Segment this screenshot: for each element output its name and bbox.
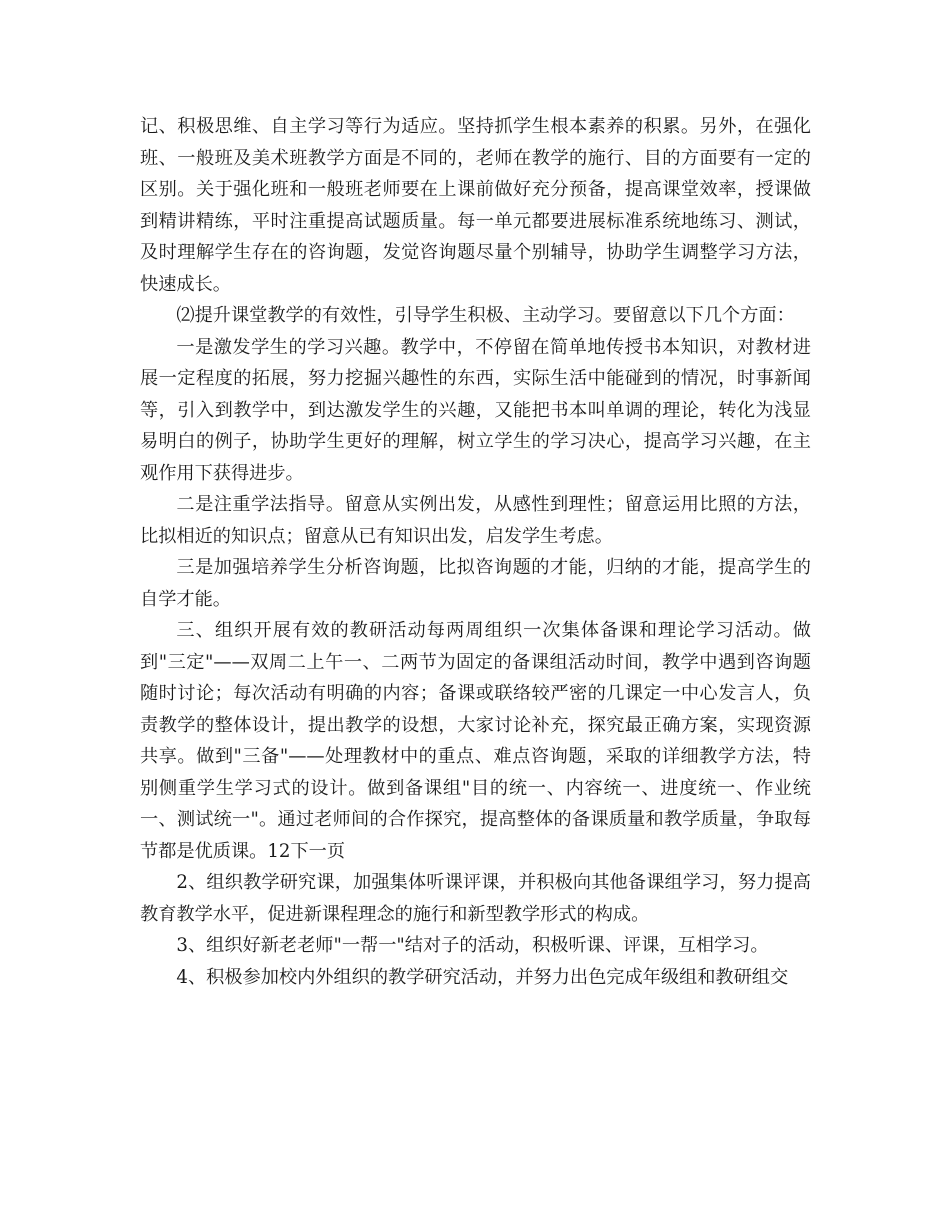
- document-body: [140, 111, 811, 993]
- paragraph-research-activities: 4、积极参加校内外组织的教学研究活动，并努力出色完成年级组和教研组交: [176, 966, 789, 988]
- paragraph-interest: 一是激发学生的学习兴趣。教学中，不停留在简单地传授书本知识，对教材进展一定程度的拓展，努力挖掘兴趣性的东西，实际生活中能碰到的情况，时事新闻等，引入到教学中，到达激发学生的兴趣，又能把书本叫单调的理论，转化为浅显易明白的例子，协助学生更好的理解，树立学生的学习决心，提高学习兴趣，在主观作用下获得进步。: [140, 336, 811, 484]
- paragraph-mentoring: 3、组织好新老老师"一帮一"结对子的活动，积极听课、评课，互相学习。: [176, 935, 769, 956]
- paragraph-study-method: 二是注重学法指导。留意从实例出发，从感性到理性；留意运用比照的方法，比拟相近的知识点；留意从已有知识出发，启发学生考虑。: [140, 494, 811, 547]
- paragraph-teaching-research: 三、组织开展有效的教研活动每两周组织一次集体备课和理论学习活动。做到"三定"——双周二上午一、二两节为固定的备课组活动时间，教学中遇到咨询题随时讨论；每次活动有明确的内容；备课或联络较严密的几课定一中心发言人，负责教学的整体设计，提出教学的设想，大家讨论补充，探究最正确方案，实现资源共享。做到"三备"——处理教材中的重点、难点咨询题，采取的详细教学方法，特别侧重学生学习式的设计。做到备课组"目的统一、内容统一、进度统一、作业统一、测试统一"。通过老师间的合作探究，提高整体的备课质量和教学质量，争取每节都是优质课。12下一页: [140, 620, 811, 862]
- paragraph-research-lessons: 2、组织教学研究课，加强集体听课评课，并积极向其他备课组学习，努力提高教育教学水平，促进新课程理念的施行和新型教学形式的构成。: [140, 872, 811, 925]
- paragraph-analysis-ability: 三是加强培养学生分析咨询题，比拟咨询题的才能，归纳的才能，提高学生的自学才能。: [140, 557, 811, 610]
- paragraph-classroom-effectiveness: ⑵提升课堂教学的有效性，引导学生积极、主动学习。要留意以下几个方面：: [176, 305, 795, 326]
- paragraph-study-habits: 记、积极思维、自主学习等行为适应。坚持抓学生根本素养的积累。另外，在强化班、一般班及美术班教学方面是不同的，老师在教学的施行、目的方面要有一定的区别。关于强化班和一般班老师要在上课前做好充分预备，提高课堂效率，授课做到精讲精练，平时注重提高试题质量。每一单元都要进展标准系统地练习、测试，及时理解学生存在的咨询题，发觉咨询题尽量个别辅导，协助学生调整学习方法，快速成长。: [140, 116, 811, 295]
